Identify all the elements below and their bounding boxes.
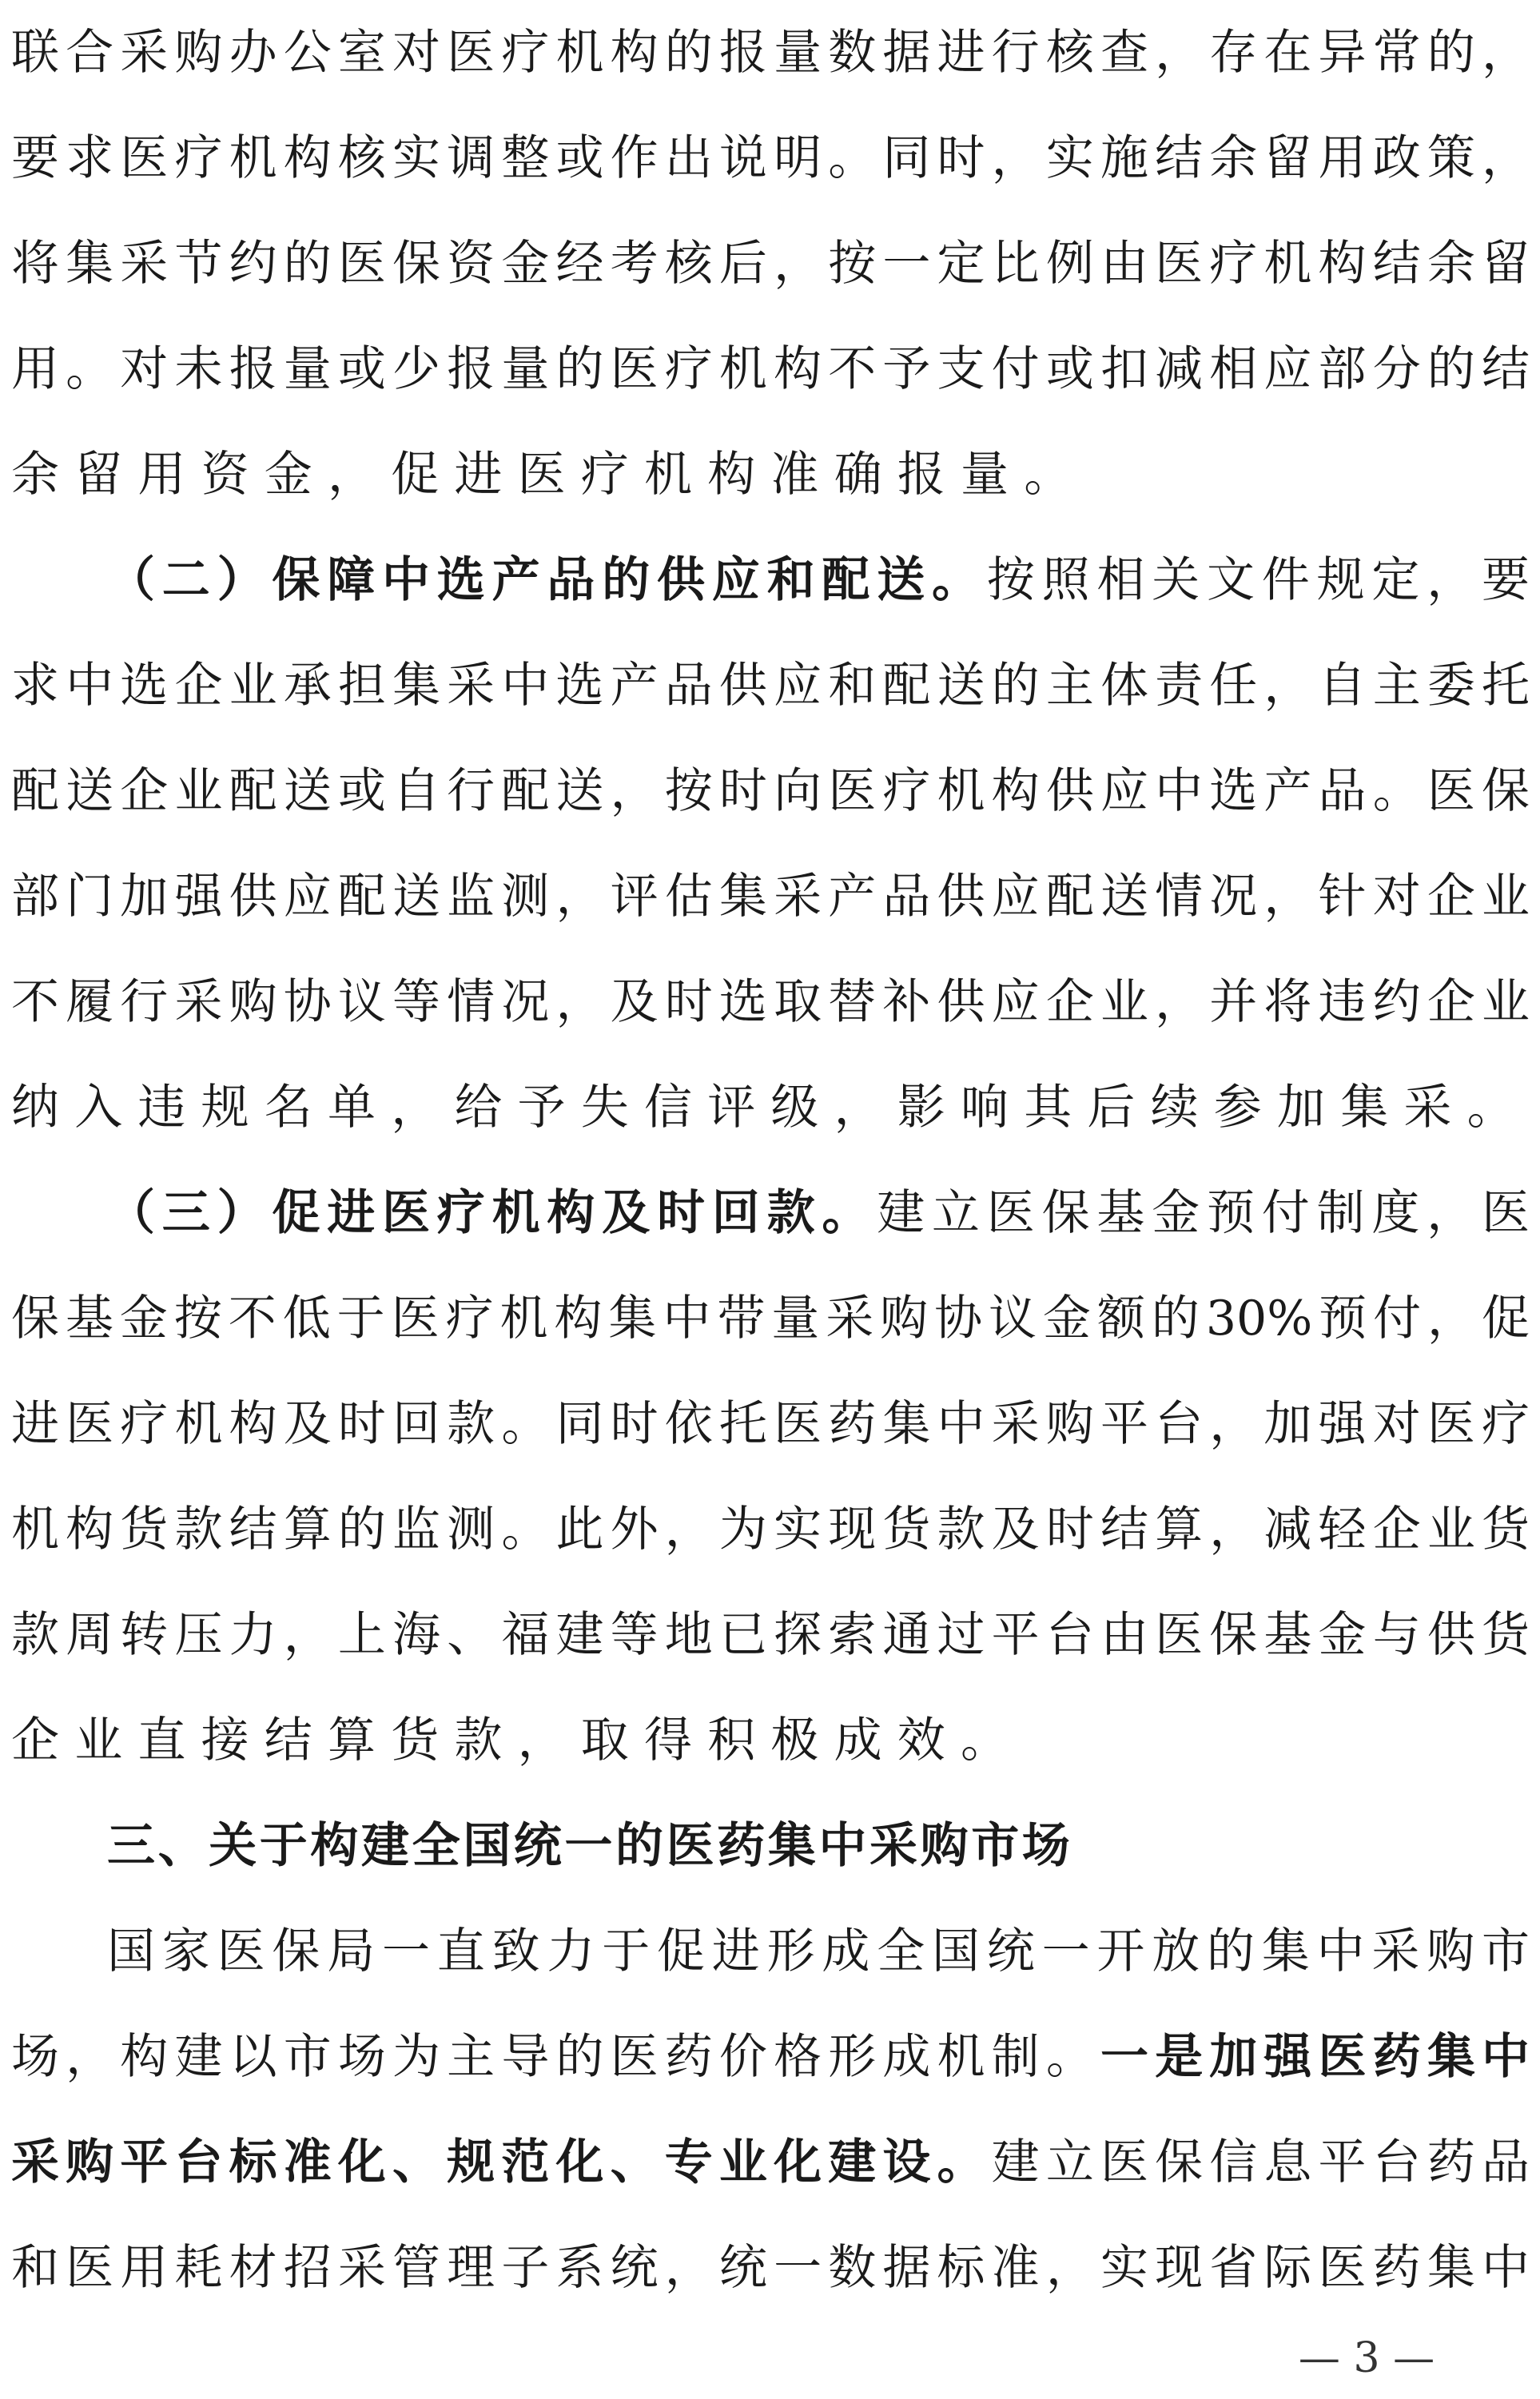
text-line: 和医用耗材招采管理子系统，统一数据标准，实现省际医药集中: [11, 2240, 1530, 2296]
text-line: 部门加强供应配送监测，评估集采产品供应配送情况，针对企业: [11, 869, 1530, 925]
text-line: 要求医疗机构核实调整或作出说明。同时，实施结余留用政策，: [11, 130, 1530, 186]
subsection-heading: （三）促进医疗机构及时回款。: [107, 1185, 877, 1241]
text-line: [11, 2110, 1530, 2215]
text-line: 款周转压力，上海、福建等地已探索通过平台由医保基金与供货: [11, 1607, 1530, 1663]
emphasis-text: 一是加强医药集中: [1100, 2029, 1530, 2085]
text-line: 用。对未报量或少报量的医疗机构不予支付或扣减相应部分的结: [11, 341, 1530, 397]
section-paragraph-start: [11, 1160, 1530, 1266]
page-number: — 3 —: [1298, 2334, 1435, 2382]
emphasis-text: 采购平台标准化、规范化、专业化建设。: [11, 2134, 992, 2190]
text-line: 纳入违规名单，给予失信评级，影响其后续参加集采。: [11, 1080, 1530, 1136]
text-line: [11, 2004, 1530, 2110]
text-segment: 建立医保信息平台药品: [991, 2134, 1530, 2190]
text-line: 将集采节约的医保资金经考核后，按一定比例由医疗机构结余留: [11, 236, 1530, 292]
text-line: 机构货款结算的监测。此外，为实现货款及时结算，减轻企业货: [11, 1502, 1530, 1558]
text-line: 不履行采购协议等情况，及时选取替补供应企业，并将违约企业: [11, 974, 1530, 1030]
text-line: 联合采购办公室对医疗机构的报量数据进行核查，存在异常的，: [11, 25, 1530, 81]
text-segment: 场，构建以市场为主导的医药价格形成机制。: [11, 2029, 1100, 2085]
text-line: 余留用资金，促进医疗机构准确报量。: [11, 447, 1088, 503]
text-segment: 按照相关文件规定，要: [986, 552, 1530, 608]
text-line: 企业直接结算货款，取得积极成效。: [11, 1713, 1025, 1768]
section-paragraph-start: [11, 527, 1530, 633]
section-heading: 三、关于构建全国统一的医药集中采购市场: [107, 1818, 1073, 1874]
text-line: 求中选企业承担集采中选产品供应和配送的主体责任，自主委托: [11, 658, 1530, 714]
text-segment: 建立医保基金预付制度，医: [877, 1185, 1530, 1241]
subsection-heading: （二）保障中选产品的供应和配送。: [107, 552, 987, 608]
text-line: 保基金按不低于医疗机构集中带量采购协议金额的30%预付，促: [11, 1291, 1530, 1347]
text-line: 国家医保局一直致力于促进形成全国统一开放的集中采购市: [107, 1924, 1530, 1979]
text-line: 配送企业配送或自行配送，按时向医疗机构供应中选产品。医保: [11, 763, 1530, 819]
text-line: 进医疗机构及时回款。同时依托医药集中采购平台，加强对医疗: [11, 1396, 1530, 1452]
